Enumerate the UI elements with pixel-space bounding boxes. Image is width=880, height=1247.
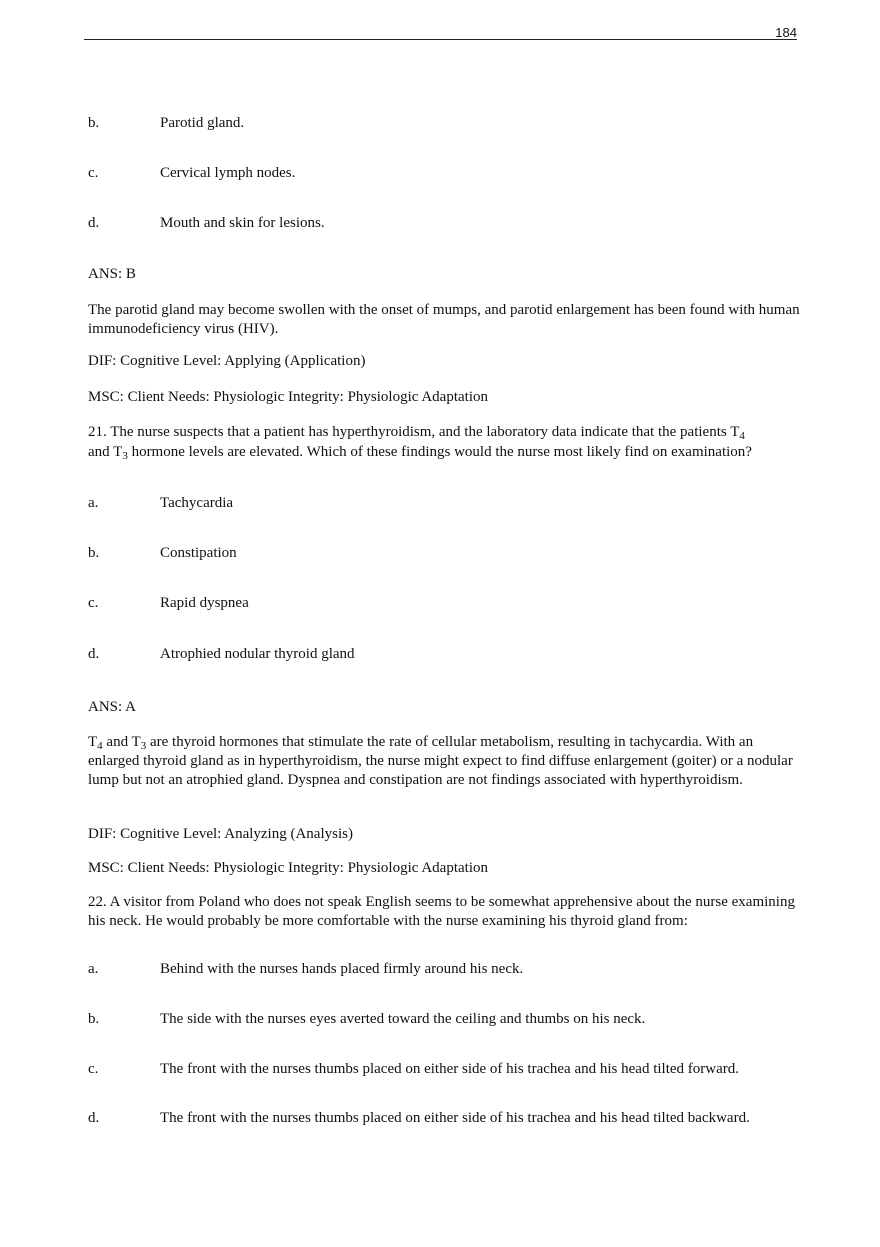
subscript: 3 <box>122 450 128 462</box>
subscript: 4 <box>97 740 103 752</box>
question-21-stem-line2 <box>88 443 800 462</box>
option-letter: c. <box>88 595 99 611</box>
answer-label: ANS: A <box>88 699 136 715</box>
option-c <box>88 1059 800 1079</box>
option-text: Tachycardia <box>160 495 234 511</box>
option-text: The front with the nurses thumbs placed on either side of his trachea and his head tilted backward. <box>160 1110 750 1126</box>
option-text: The front with the nurses thumbs placed on either side of his trachea and his head tilted forward. <box>160 1061 739 1077</box>
option-letter: a. <box>88 961 99 977</box>
stem-text: hormone levels are elevated. Which of these findings would the nurse most likely find on examination? <box>127 444 752 460</box>
question-22-stem: 22. A visitor from Poland who does not speak English seems to be somewhat apprehensive about the nurse examining his neck. He would probably be more comfortable with the nurse examining his thyroid gland from: <box>88 894 795 929</box>
option-letter: a. <box>88 495 99 511</box>
difficulty-label: DIF: Cognitive Level: Analyzing (Analysis) <box>88 826 353 842</box>
rationale-part: are thyroid hormones that stimulate the rate of cellular metabolism, resulting in tachycardia. With an enlarged thyroid gland as in hyperthyroidism, the nurse might expect to find diffuse enlargement (goiter) or a nodular lump but not an atrophied gland. Dyspnea and constipation are not findings associated with hyperthyroidism. <box>88 734 793 788</box>
option-letter: d. <box>88 1110 100 1126</box>
option-text: Constipation <box>160 545 237 561</box>
option-c <box>88 593 800 613</box>
option-b <box>88 1009 800 1029</box>
rationale-text <box>88 733 800 790</box>
difficulty-label: DIF: Cognitive Level: Applying (Application) <box>88 353 366 369</box>
rationale-text: The parotid gland may become swollen with the onset of mumps, and parotid enlargement has been found with human immunodeficiency virus (HIV). <box>88 302 800 337</box>
subscript: 3 <box>140 740 147 752</box>
option-c <box>88 163 800 183</box>
option-text: Mouth and skin for lesions. <box>160 215 325 231</box>
option-letter: b. <box>88 545 100 561</box>
subscript: 4 <box>739 430 745 442</box>
option-letter: b. <box>88 115 100 131</box>
answer-label: ANS: B <box>88 266 136 282</box>
rationale-part: T <box>88 734 98 750</box>
option-d <box>88 644 800 664</box>
option-text: Cervical lymph nodes. <box>160 165 296 181</box>
page-number: 184 <box>775 25 797 40</box>
option-b <box>88 543 800 563</box>
option-letter: c. <box>88 165 99 181</box>
option-letter: c. <box>88 1061 99 1077</box>
client-needs-label: MSC: Client Needs: Physiologic Integrity: Physiologic Adaptation <box>88 860 488 876</box>
client-needs-label: MSC: Client Needs: Physiologic Integrity: Physiologic Adaptation <box>88 389 488 405</box>
option-text: Atrophied nodular thyroid gland <box>160 646 355 662</box>
option-a <box>88 959 800 979</box>
option-b <box>88 113 800 133</box>
option-d <box>88 213 800 233</box>
option-a <box>88 493 800 513</box>
option-text: Rapid dyspnea <box>160 595 249 611</box>
rationale-part: and T <box>102 734 141 750</box>
stem-text: 21. The nurse suspects that a patient has hyperthyroidism, and the laboratory data indicate that the patients T <box>88 424 740 440</box>
option-text: Behind with the nurses hands placed firmly around his neck. <box>160 961 524 977</box>
option-letter: d. <box>88 215 100 231</box>
option-d <box>88 1108 800 1128</box>
header-rule <box>84 39 797 40</box>
option-letter: d. <box>88 646 100 662</box>
option-text: The side with the nurses eyes averted toward the ceiling and thumbs on his neck. <box>160 1011 646 1027</box>
stem-text: and T <box>88 444 123 460</box>
option-letter: b. <box>88 1011 100 1027</box>
option-text: Parotid gland. <box>160 115 245 131</box>
question-21-stem <box>88 423 800 442</box>
